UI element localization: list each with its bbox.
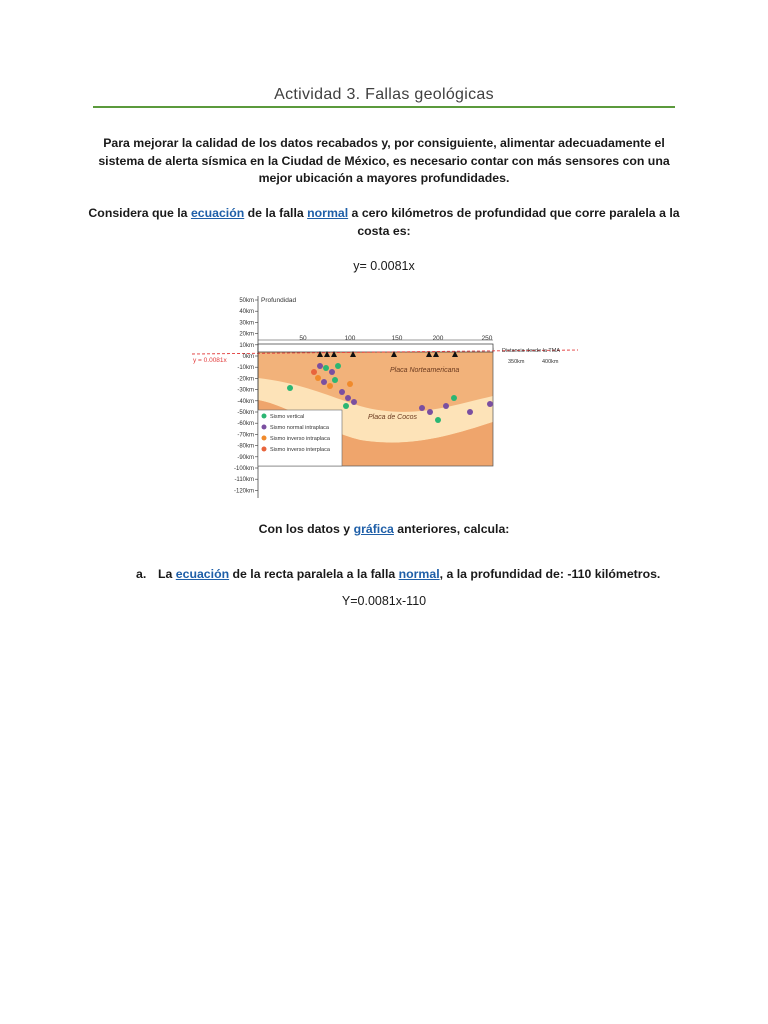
- legend-label: Sismo inverso intraplaca: [270, 436, 330, 442]
- quake-dot: [435, 417, 441, 423]
- y-tick-label: 50km: [239, 298, 254, 304]
- quake-dot: [317, 363, 323, 369]
- equation-minus-110: Y=0.0081x-110: [341, 594, 427, 608]
- x-tick-label: 250: [481, 335, 493, 342]
- y-tick-label: 20km: [239, 331, 254, 338]
- legend-label: Sismo normal intraplaca: [270, 425, 329, 431]
- x-tick-label: 100: [344, 335, 356, 342]
- y-tick-label: -40km: [237, 398, 254, 405]
- y-tick-labels: [234, 298, 258, 494]
- text-segment: La: [158, 567, 176, 581]
- quake-dot: [427, 409, 433, 415]
- legend-label: Sismo vertical: [270, 414, 305, 420]
- intro-paragraph: Para mejorar la calidad de los datos recabados y, por consiguiente, alimentar adecuadamente el sistema de alerta sísmica en la Ciudad de México, es necesario contar con más sensores con una mejor ubicación a mayores profundidades.: [98, 136, 670, 185]
- text-segment: a cero kilómetros de profundidad que corre paralela a la costa es:: [348, 206, 680, 238]
- y-tick-label: 40km: [239, 309, 254, 316]
- link-ecuacion[interactable]: ecuación: [190, 206, 245, 220]
- link-ecuacion-2[interactable]: ecuación: [175, 567, 230, 581]
- y-tick-label: -10km: [237, 365, 254, 372]
- quake-dot: [315, 375, 321, 381]
- quake-dot: [335, 363, 341, 369]
- text-segment: Con los datos y: [258, 522, 354, 536]
- y-tick-label: -110km: [234, 477, 254, 484]
- legend-swatch: [262, 436, 267, 441]
- quake-dot: [329, 369, 335, 375]
- legend-label: Sismo inverso interplaca: [270, 447, 330, 453]
- quake-dot: [327, 383, 333, 389]
- quake-dot: [323, 365, 329, 371]
- quake-dot: [311, 369, 317, 375]
- y-axis-label: Profundidad: [261, 297, 297, 304]
- distance-tick-400: 400km: [542, 359, 559, 365]
- title-underline: [93, 106, 675, 108]
- quake-dot: [487, 401, 493, 407]
- plate-cocos-label: Placa de Cocos: [368, 414, 418, 421]
- list-item-a: [136, 566, 696, 583]
- link-normal-2[interactable]: normal: [398, 567, 440, 581]
- quake-dot: [345, 395, 351, 401]
- y-tick-label: 0km: [242, 354, 254, 360]
- y-tick-label: -80km: [237, 443, 254, 450]
- quake-dot: [339, 389, 345, 395]
- quake-dot: [287, 385, 293, 391]
- x-tick-label: 200: [432, 335, 444, 342]
- x-tick-label: 50: [299, 335, 307, 342]
- legend-swatch: [262, 425, 267, 430]
- equation-context-paragraph: [88, 205, 680, 240]
- x-tick-label: 150: [391, 335, 403, 342]
- y-tick-label: -100km: [233, 466, 254, 472]
- text-segment: de la falla: [244, 206, 308, 220]
- y-tick-label: 30km: [239, 320, 254, 327]
- fault-line-label: y = 0.0081x: [193, 357, 227, 364]
- text-segment: de la recta paralela a la falla: [229, 567, 399, 581]
- calculate-instruction: [88, 521, 680, 539]
- text-segment: anteriores, calcula:: [393, 522, 510, 536]
- link-grafica[interactable]: gráfica: [353, 522, 394, 536]
- quake-dot: [419, 405, 425, 411]
- list-marker: a.: [136, 567, 147, 581]
- distance-tick-350: 350km: [508, 359, 525, 365]
- y-tick-label: -90km: [237, 454, 254, 461]
- quake-dot: [443, 403, 449, 409]
- quake-dot: [451, 395, 457, 401]
- fault-cross-section-figure: [190, 288, 580, 503]
- quake-dot: [321, 379, 327, 385]
- quake-dot: [343, 403, 349, 409]
- document-title: Actividad 3. Fallas geológicas: [274, 86, 494, 103]
- quake-dot: [351, 399, 357, 405]
- text-segment: , a la profundidad de: -110 kilómetros.: [439, 567, 661, 581]
- link-normal[interactable]: normal: [307, 206, 349, 220]
- quake-dot: [332, 377, 338, 383]
- quake-dot: [467, 409, 473, 415]
- plate-north-label: Placa Norteamericana: [390, 367, 460, 374]
- y-tick-label: 10km: [239, 342, 254, 349]
- y-tick-label: -120km: [233, 488, 254, 495]
- y-tick-label: -70km: [237, 432, 254, 439]
- text-segment: Considera que la: [88, 206, 191, 220]
- legend-swatch: [262, 447, 267, 452]
- equation-zero-depth: y= 0.0081x: [353, 259, 415, 273]
- cross-section-svg: [190, 288, 580, 503]
- y-tick-label: -60km: [237, 421, 254, 428]
- legend-swatch: [262, 414, 267, 419]
- y-tick-label: -30km: [237, 387, 254, 394]
- y-tick-label: -50km: [237, 410, 254, 416]
- quake-dot: [347, 381, 353, 387]
- y-tick-label: -20km: [237, 376, 254, 383]
- x-tick-labels: [299, 335, 492, 342]
- distance-label: Distancia desde la TMA: [502, 348, 560, 354]
